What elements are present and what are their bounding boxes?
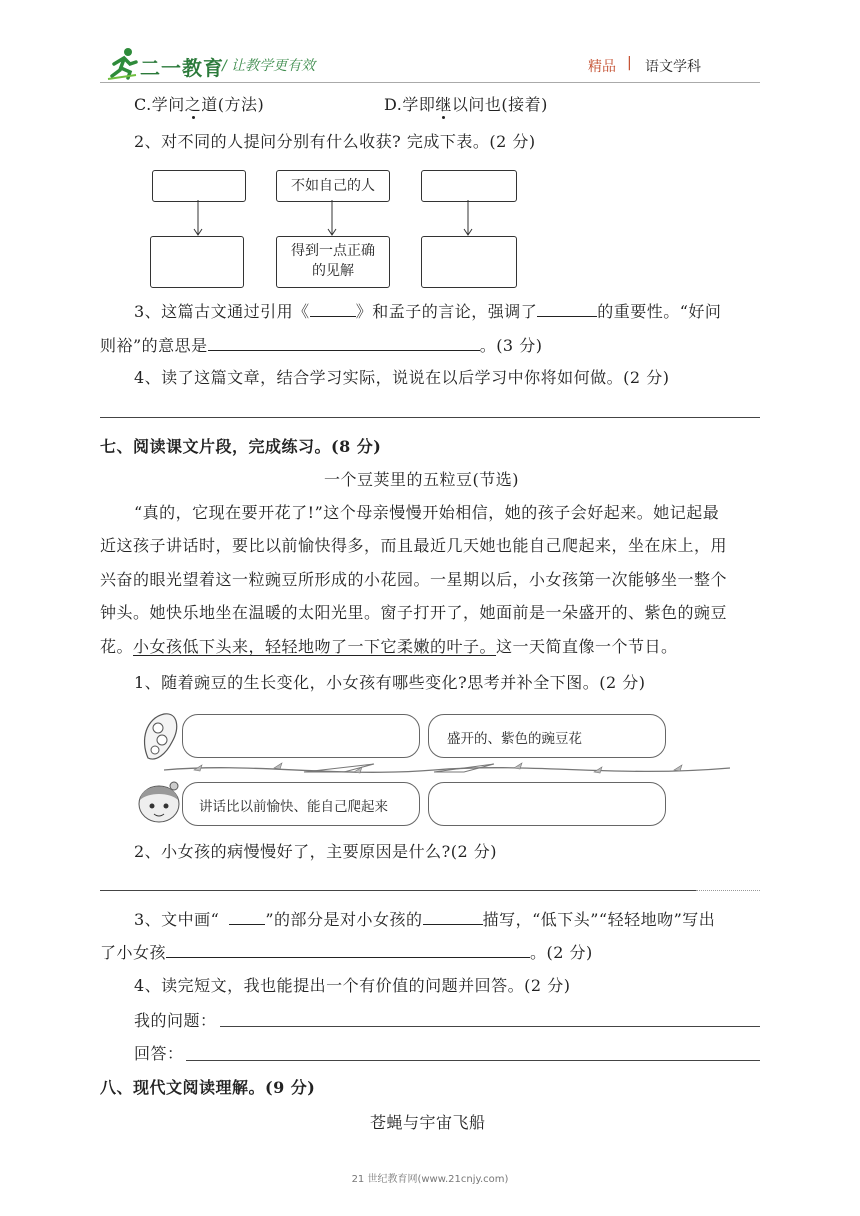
girl-face-icon: [134, 774, 184, 830]
section-7-title: 一个豆荚里的五粒豆(节选): [324, 470, 519, 489]
answer-label: 回答：: [134, 1044, 184, 1063]
answer-line-q2-dotted: [696, 890, 760, 891]
passage-line-5: 花。小女孩低下头来，轻轻地吻了一下它柔嫩的叶子。这一天简直像一个节日。: [100, 637, 678, 656]
diagram-box-bottom-right[interactable]: [428, 782, 666, 826]
blank-mark: [229, 908, 265, 925]
flow-box-right-bottom[interactable]: [421, 236, 517, 288]
question-2: 2、对不同的人提问分别有什么收获? 完成下表。(2 分): [134, 132, 536, 151]
underlined-sentence: 小女孩低下头来，轻轻地吻了一下它柔嫩的叶子。: [133, 637, 497, 656]
my-question-line[interactable]: [220, 1026, 760, 1027]
passage-line-4: 钟头。她快乐地坐在温暖的太阳光里。窗子打开了，她面前是一朵盛开的、紫色的豌豆: [100, 603, 728, 622]
section-8-heading: 八、现代文阅读理解。(9 分): [100, 1078, 316, 1097]
answer-line-q2[interactable]: [100, 890, 696, 891]
flow-box-mid-top-text: 不如自己的人: [291, 178, 375, 194]
blank-description-type[interactable]: [423, 908, 483, 925]
option-c: C.学问之道(方法): [134, 95, 265, 114]
section-7-q2: 2、小女孩的病慢慢好了，主要原因是什么?(2 分): [134, 842, 498, 861]
header: [0, 0, 860, 88]
passage-line-2: 近这孩子讲话时，要比以前愉快得多，而且最近几天她也能自己爬起来，坐在床上，用: [100, 536, 728, 555]
diagram-box-top-right: [428, 714, 666, 758]
diagram-box-bottom-left: [182, 782, 420, 826]
pea-pod-icon: [138, 710, 184, 764]
answer-input-line[interactable]: [186, 1060, 760, 1061]
flow-box-mid-bottom-text: 得到一点正确的见解: [291, 243, 375, 279]
blank-importance[interactable]: [537, 300, 597, 317]
vine-divider: [134, 758, 730, 782]
diagram-top-right-text: 盛开的、紫色的豌豆花: [447, 731, 582, 747]
blank-book[interactable]: [310, 300, 356, 317]
answer-line[interactable]: [100, 417, 760, 418]
section-7-q3-line2: 了小女孩 。(2 分): [100, 943, 593, 962]
growth-diagram: [134, 708, 730, 830]
blank-meaning[interactable]: [208, 334, 480, 351]
flow-box-mid-bottom: [276, 236, 390, 288]
header-rule: [100, 82, 760, 83]
passage-line-3: 兴奋的眼光望着这一粒豌豆所形成的小花园。一星期以后，小女孩第一次能够坐一整个: [100, 570, 728, 589]
section-7-q4: 4、读完短文，我也能提出一个有价值的问题并回答。(2 分): [134, 976, 571, 995]
question-3-line1: 3、这篇古文通过引用《 》和孟子的言论，强调了 的重要性。“好问: [134, 302, 722, 321]
header-tag: 精品: [588, 59, 616, 75]
section-7-heading: 七、阅读课文片段，完成练习。(8 分): [100, 437, 382, 456]
footer: 21 世纪教育网(www.21cnjy.com): [351, 1174, 509, 1185]
passage-line-1: “真的，它现在要开花了!”这个母亲慢慢开始相信，她的孩子会好起来。她记起最: [134, 503, 720, 522]
question-3-line2: 则裕”的意思是 。(3 分): [100, 336, 543, 355]
header-subject: 语文学科: [645, 59, 701, 75]
header-divider: |: [627, 55, 632, 71]
flow-arrows: [140, 198, 530, 238]
section-8-title: 苍蝇与宇宙飞船: [370, 1113, 486, 1132]
diagram-box-top-left[interactable]: [182, 714, 420, 758]
my-question-label: 我的问题：: [134, 1011, 217, 1030]
flow-box-left-bottom[interactable]: [150, 236, 244, 288]
question-4: 4、读了这篇文章，结合学习实际，说说在以后学习中你将如何做。(2 分): [134, 368, 670, 387]
header-slogan: / 让教学更有效: [222, 58, 316, 74]
section-7-q3-line1: 3、文中画“ ”的部分是对小女孩的 描写，“低下头”“轻轻地吻”写出: [134, 910, 716, 929]
blank-girl-trait[interactable]: [166, 941, 530, 958]
section-7-q1: 1、随着豌豆的生长变化，小女孩有哪些变化?思考并补全下图。(2 分): [134, 673, 646, 692]
option-d: D.学即继以问也(接着): [384, 95, 548, 114]
diagram-bottom-left-text: 讲话比以前愉快、能自己爬起来: [199, 799, 388, 815]
logo-text: 二一教育: [140, 56, 224, 80]
logo-runner-icon: [106, 46, 140, 80]
